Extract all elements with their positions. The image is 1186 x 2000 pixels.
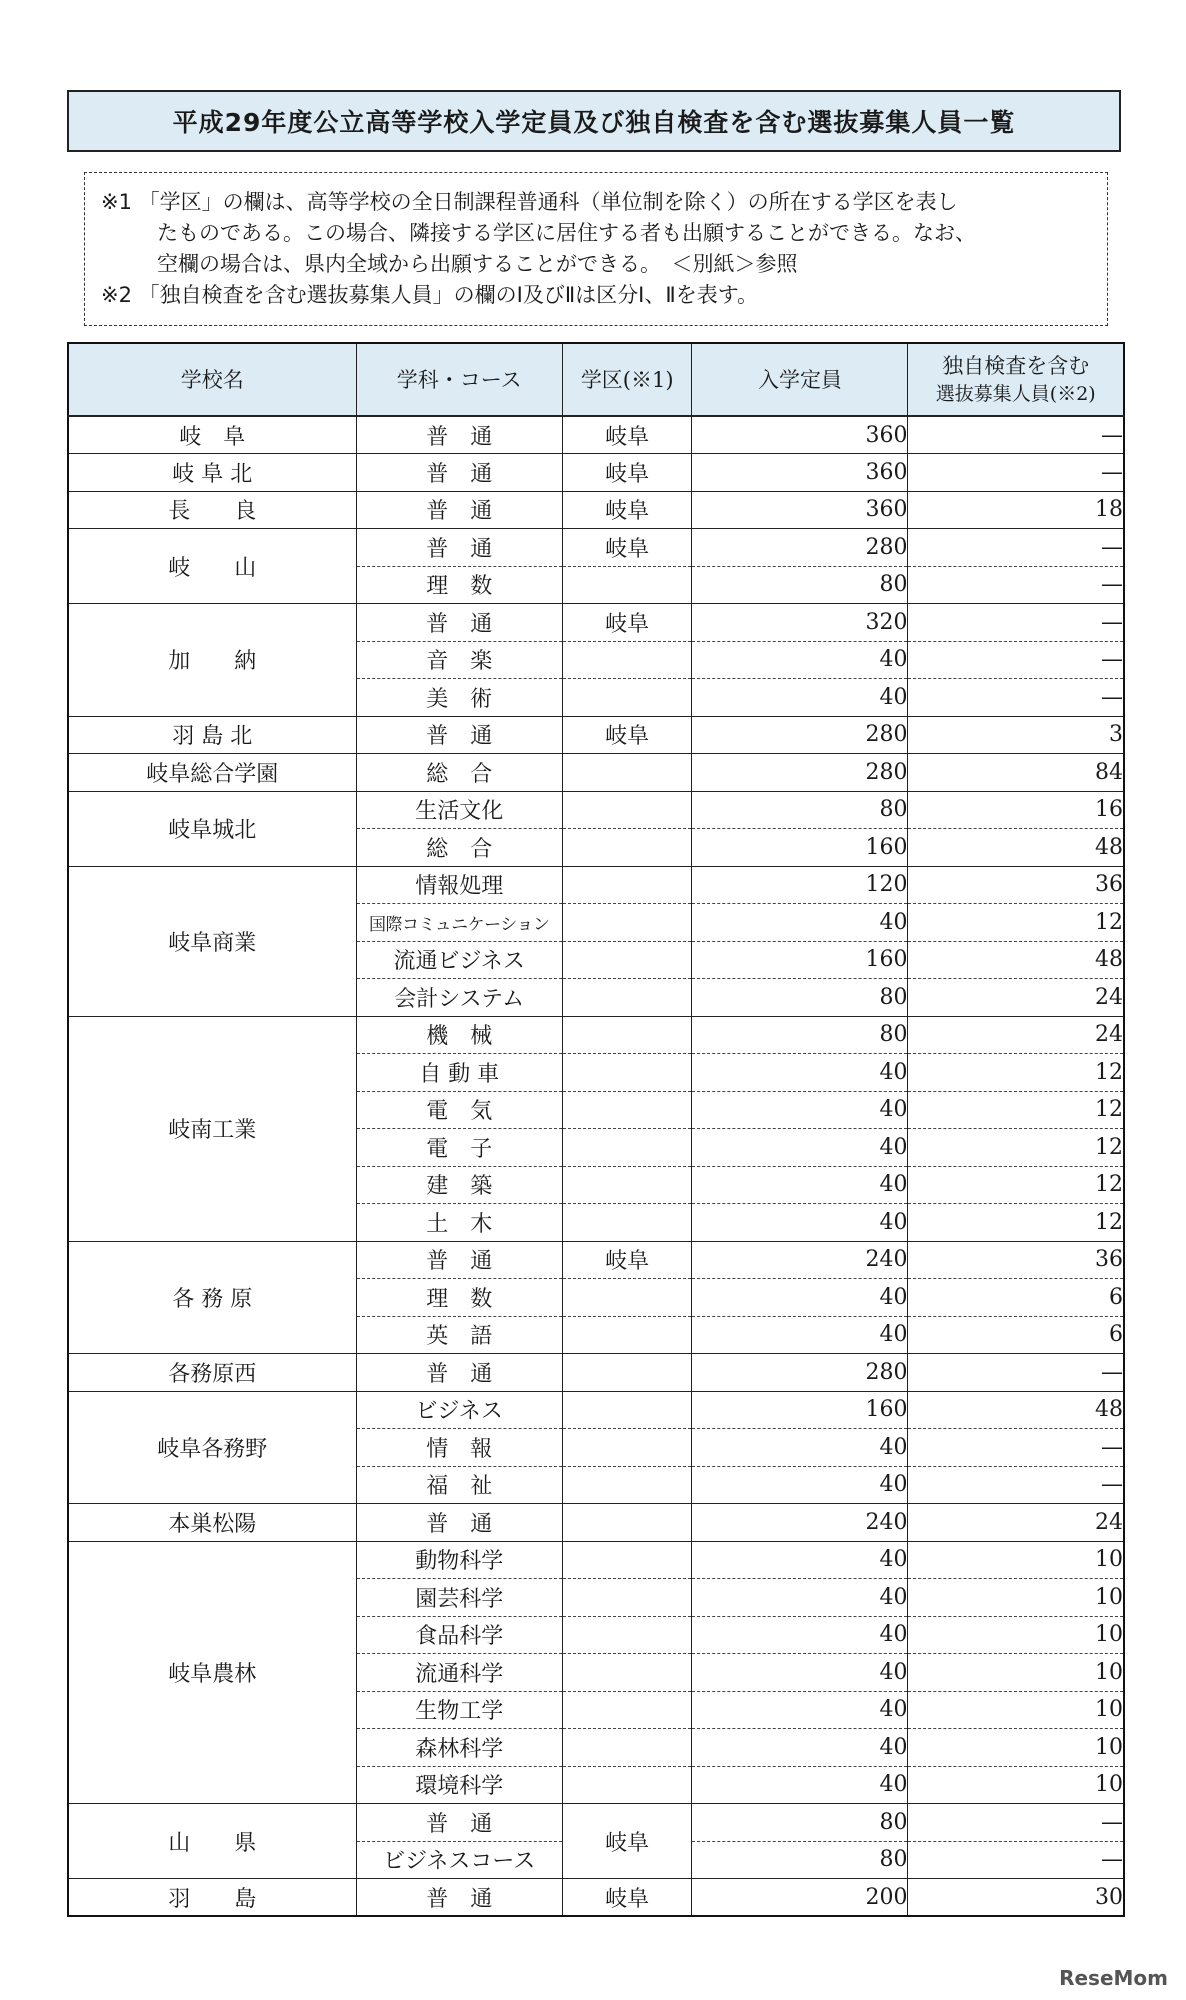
district-cell bbox=[562, 754, 692, 792]
special-quota-cell: 10 bbox=[908, 1766, 1124, 1804]
course-cell: ビジネス bbox=[356, 1391, 562, 1429]
capacity-cell: 160 bbox=[692, 829, 908, 867]
district-cell bbox=[562, 1129, 692, 1167]
capacity-cell: 320 bbox=[692, 604, 908, 642]
capacity-cell: 40 bbox=[692, 679, 908, 717]
district-cell: 岐阜 bbox=[562, 604, 692, 642]
course-cell: 普 通 bbox=[356, 454, 562, 492]
special-quota-cell: — bbox=[908, 679, 1124, 717]
special-quota-cell: — bbox=[908, 1804, 1124, 1842]
table-row bbox=[68, 1504, 1124, 1542]
special-quota-cell: 6 bbox=[908, 1279, 1124, 1317]
special-quota-cell: 10 bbox=[908, 1729, 1124, 1767]
special-quota-cell: — bbox=[908, 529, 1124, 567]
capacity-cell: 40 bbox=[692, 1541, 908, 1579]
school-name-cell: 岐阜城北 bbox=[68, 791, 356, 866]
table-row bbox=[68, 1354, 1124, 1392]
district-cell bbox=[562, 641, 692, 679]
table-row bbox=[68, 716, 1124, 754]
table-row bbox=[68, 1879, 1124, 1917]
capacity-cell: 40 bbox=[692, 1429, 908, 1467]
school-name-cell: 岐南工業 bbox=[68, 1016, 356, 1241]
course-cell: 普 通 bbox=[356, 416, 562, 454]
district-cell bbox=[562, 566, 692, 604]
capacity-cell: 360 bbox=[692, 491, 908, 529]
resemom-logo: ReseMom bbox=[1059, 1966, 1168, 1990]
school-name-cell: 岐阜総合学園 bbox=[68, 754, 356, 792]
school-name-cell: 岐 阜 北 bbox=[68, 454, 356, 492]
notes-box bbox=[84, 172, 1108, 326]
capacity-cell: 40 bbox=[692, 641, 908, 679]
course-cell: 理 数 bbox=[356, 1279, 562, 1317]
table-row bbox=[68, 454, 1124, 492]
capacity-cell: 40 bbox=[692, 1054, 908, 1092]
district-cell bbox=[562, 1279, 692, 1317]
course-cell: 機 械 bbox=[356, 1016, 562, 1054]
special-quota-cell: — bbox=[908, 454, 1124, 492]
district-cell: 岐阜 bbox=[562, 416, 692, 454]
table-row bbox=[68, 604, 1124, 642]
special-quota-cell: 6 bbox=[908, 1316, 1124, 1354]
header-course: 学科・コース bbox=[356, 343, 562, 416]
special-quota-cell: 12 bbox=[908, 1204, 1124, 1242]
course-cell: 流通ビジネス bbox=[356, 941, 562, 979]
capacity-cell: 40 bbox=[692, 904, 908, 942]
special-quota-cell: 48 bbox=[908, 941, 1124, 979]
course-cell: 生活文化 bbox=[356, 791, 562, 829]
special-quota-cell: 24 bbox=[908, 979, 1124, 1017]
table-header-row bbox=[68, 343, 1124, 416]
school-name-cell: 各務原西 bbox=[68, 1354, 356, 1392]
special-quota-cell: 36 bbox=[908, 866, 1124, 904]
district-cell bbox=[562, 1691, 692, 1729]
capacity-cell: 40 bbox=[692, 1316, 908, 1354]
special-quota-cell: 24 bbox=[908, 1016, 1124, 1054]
special-quota-cell: 10 bbox=[908, 1541, 1124, 1579]
capacity-cell: 160 bbox=[692, 941, 908, 979]
special-quota-cell: 12 bbox=[908, 1054, 1124, 1092]
school-name-cell: 岐 阜 bbox=[68, 416, 356, 454]
district-cell: 岐阜 bbox=[562, 454, 692, 492]
capacity-cell: 240 bbox=[692, 1504, 908, 1542]
special-quota-cell: 18 bbox=[908, 491, 1124, 529]
course-cell: 建 築 bbox=[356, 1166, 562, 1204]
special-quota-cell: 30 bbox=[908, 1879, 1124, 1917]
course-cell: 普 通 bbox=[356, 529, 562, 567]
table-row bbox=[68, 1391, 1124, 1429]
page-title: 平成29年度公立高等学校入学定員及び独自検査を含む選抜募集人員一覧 bbox=[67, 90, 1121, 152]
district-cell: 岐阜 bbox=[562, 1879, 692, 1917]
course-cell: 流通科学 bbox=[356, 1654, 562, 1692]
capacity-cell: 160 bbox=[692, 1391, 908, 1429]
course-cell: 普 通 bbox=[356, 491, 562, 529]
capacity-cell: 40 bbox=[692, 1616, 908, 1654]
course-cell: 普 通 bbox=[356, 716, 562, 754]
school-name-cell: 各 務 原 bbox=[68, 1241, 356, 1354]
school-name-cell: 長 良 bbox=[68, 491, 356, 529]
capacity-cell: 80 bbox=[692, 979, 908, 1017]
special-quota-cell: — bbox=[908, 1429, 1124, 1467]
district-cell bbox=[562, 1729, 692, 1767]
special-quota-cell: — bbox=[908, 641, 1124, 679]
district-cell bbox=[562, 1204, 692, 1242]
school-name-cell: 岐阜商業 bbox=[68, 866, 356, 1016]
course-cell: 普 通 bbox=[356, 1879, 562, 1917]
special-quota-cell: — bbox=[908, 1466, 1124, 1504]
course-cell: 普 通 bbox=[356, 1504, 562, 1542]
district-cell bbox=[562, 1354, 692, 1392]
special-quota-cell: 10 bbox=[908, 1579, 1124, 1617]
district-cell bbox=[562, 1766, 692, 1804]
table-row bbox=[68, 754, 1124, 792]
header-special-line2: 選抜募集人員(※2) bbox=[935, 382, 1096, 405]
course-cell: ビジネスコース bbox=[356, 1841, 562, 1879]
table-row bbox=[68, 791, 1124, 829]
district-cell bbox=[562, 1579, 692, 1617]
special-quota-cell: — bbox=[908, 604, 1124, 642]
school-name-cell: 羽 島 北 bbox=[68, 716, 356, 754]
course-cell: 英 語 bbox=[356, 1316, 562, 1354]
capacity-cell: 40 bbox=[692, 1166, 908, 1204]
capacity-cell: 80 bbox=[692, 566, 908, 604]
district-cell bbox=[562, 1091, 692, 1129]
school-name-cell: 岐 山 bbox=[68, 529, 356, 604]
school-name-cell: 加 納 bbox=[68, 604, 356, 717]
capacity-cell: 40 bbox=[692, 1729, 908, 1767]
course-cell: 理 数 bbox=[356, 566, 562, 604]
capacity-cell: 40 bbox=[692, 1091, 908, 1129]
special-quota-cell: 24 bbox=[908, 1504, 1124, 1542]
capacity-cell: 80 bbox=[692, 791, 908, 829]
special-quota-cell: 36 bbox=[908, 1241, 1124, 1279]
school-name-cell: 本巣松陽 bbox=[68, 1504, 356, 1542]
school-name-cell: 山 県 bbox=[68, 1804, 356, 1879]
district-cell bbox=[562, 1616, 692, 1654]
district-cell bbox=[562, 679, 692, 717]
capacity-cell: 40 bbox=[692, 1204, 908, 1242]
capacity-cell: 80 bbox=[692, 1804, 908, 1842]
capacity-cell: 40 bbox=[692, 1691, 908, 1729]
capacity-cell: 40 bbox=[692, 1279, 908, 1317]
district-cell bbox=[562, 791, 692, 829]
special-quota-cell: — bbox=[908, 416, 1124, 454]
capacity-cell: 80 bbox=[692, 1841, 908, 1879]
capacity-cell: 360 bbox=[692, 416, 908, 454]
school-name-cell: 岐阜農林 bbox=[68, 1541, 356, 1804]
course-cell: 普 通 bbox=[356, 1241, 562, 1279]
course-cell: 動物科学 bbox=[356, 1541, 562, 1579]
capacity-cell: 240 bbox=[692, 1241, 908, 1279]
special-quota-cell: 12 bbox=[908, 1129, 1124, 1167]
district-cell bbox=[562, 1391, 692, 1429]
course-cell: 総 合 bbox=[356, 754, 562, 792]
school-name-cell: 羽 島 bbox=[68, 1879, 356, 1917]
district-cell: 岐阜 bbox=[562, 1804, 692, 1879]
district-cell: 岐阜 bbox=[562, 1241, 692, 1279]
course-cell: 土 木 bbox=[356, 1204, 562, 1242]
district-cell bbox=[562, 1466, 692, 1504]
district-cell bbox=[562, 866, 692, 904]
special-quota-cell: 12 bbox=[908, 904, 1124, 942]
district-cell bbox=[562, 979, 692, 1017]
district-cell bbox=[562, 1504, 692, 1542]
capacity-cell: 280 bbox=[692, 754, 908, 792]
special-quota-cell: 10 bbox=[908, 1654, 1124, 1692]
header-district: 学区(※1) bbox=[562, 343, 692, 416]
course-cell: 会計システム bbox=[356, 979, 562, 1017]
special-quota-cell: — bbox=[908, 566, 1124, 604]
district-cell: 岐阜 bbox=[562, 716, 692, 754]
table-row bbox=[68, 866, 1124, 904]
table-row bbox=[68, 1541, 1124, 1579]
note-1: ※1 「学区」の欄は、高等学校の全日制課程普通科（単位制を除く）の所在する学区を表し bbox=[101, 190, 958, 214]
capacity-cell: 40 bbox=[692, 1654, 908, 1692]
district-cell bbox=[562, 829, 692, 867]
note-1-cont-a: たものである。この場合、隣接する学区に居住する者も出願することができる。なお、 bbox=[157, 221, 976, 245]
header-school: 学校名 bbox=[68, 343, 356, 416]
table-row bbox=[68, 1804, 1124, 1842]
admission-table bbox=[67, 342, 1125, 1917]
special-quota-cell: 10 bbox=[908, 1616, 1124, 1654]
course-cell: 総 合 bbox=[356, 829, 562, 867]
course-cell: 普 通 bbox=[356, 1354, 562, 1392]
special-quota-cell: 3 bbox=[908, 716, 1124, 754]
district-cell bbox=[562, 1541, 692, 1579]
special-quota-cell: — bbox=[908, 1354, 1124, 1392]
capacity-cell: 120 bbox=[692, 866, 908, 904]
header-special-line1: 独自検査を含む bbox=[942, 353, 1090, 378]
table-row bbox=[68, 529, 1124, 567]
table-row bbox=[68, 1241, 1124, 1279]
district-cell bbox=[562, 941, 692, 979]
table-row bbox=[68, 1016, 1124, 1054]
district-cell: 岐阜 bbox=[562, 491, 692, 529]
capacity-cell: 360 bbox=[692, 454, 908, 492]
table-row bbox=[68, 491, 1124, 529]
table-row bbox=[68, 416, 1124, 454]
district-cell bbox=[562, 1166, 692, 1204]
course-cell: 食品科学 bbox=[356, 1616, 562, 1654]
special-quota-cell: 84 bbox=[908, 754, 1124, 792]
capacity-cell: 200 bbox=[692, 1879, 908, 1917]
special-quota-cell: 48 bbox=[908, 829, 1124, 867]
course-cell: 環境科学 bbox=[356, 1766, 562, 1804]
course-cell: 情報処理 bbox=[356, 866, 562, 904]
capacity-cell: 280 bbox=[692, 1354, 908, 1392]
capacity-cell: 40 bbox=[692, 1129, 908, 1167]
course-cell: 電 気 bbox=[356, 1091, 562, 1129]
course-cell: 園芸科学 bbox=[356, 1579, 562, 1617]
special-quota-cell: 48 bbox=[908, 1391, 1124, 1429]
course-cell: 情 報 bbox=[356, 1429, 562, 1467]
special-quota-cell: 16 bbox=[908, 791, 1124, 829]
course-cell: 福 祉 bbox=[356, 1466, 562, 1504]
capacity-cell: 280 bbox=[692, 529, 908, 567]
special-quota-cell: 12 bbox=[908, 1166, 1124, 1204]
capacity-cell: 40 bbox=[692, 1766, 908, 1804]
capacity-cell: 280 bbox=[692, 716, 908, 754]
note-2: ※2 「独自検査を含む選抜募集人員」の欄のⅠ及びⅡは区分Ⅰ、Ⅱを表す。 bbox=[101, 283, 759, 307]
district-cell bbox=[562, 1054, 692, 1092]
district-cell bbox=[562, 1429, 692, 1467]
course-cell: 国際コミュニケーション bbox=[356, 904, 562, 942]
special-quota-cell: 12 bbox=[908, 1091, 1124, 1129]
header-special bbox=[908, 343, 1124, 416]
course-cell: 普 通 bbox=[356, 1804, 562, 1842]
school-name-cell: 岐阜各務野 bbox=[68, 1391, 356, 1504]
district-cell bbox=[562, 1654, 692, 1692]
course-cell: 普 通 bbox=[356, 604, 562, 642]
course-cell: 音 楽 bbox=[356, 641, 562, 679]
special-quota-cell: — bbox=[908, 1841, 1124, 1879]
note-1-cont-b: 空欄の場合は、県内全域から出願することができる。 ＜別紙＞参照 bbox=[157, 252, 798, 276]
capacity-cell: 40 bbox=[692, 1579, 908, 1617]
course-cell: 自 動 車 bbox=[356, 1054, 562, 1092]
district-cell bbox=[562, 1016, 692, 1054]
district-cell: 岐阜 bbox=[562, 529, 692, 567]
capacity-cell: 40 bbox=[692, 1466, 908, 1504]
course-cell: 電 子 bbox=[356, 1129, 562, 1167]
course-cell: 美 術 bbox=[356, 679, 562, 717]
capacity-cell: 80 bbox=[692, 1016, 908, 1054]
table-body bbox=[68, 416, 1124, 1916]
district-cell bbox=[562, 904, 692, 942]
course-cell: 生物工学 bbox=[356, 1691, 562, 1729]
special-quota-cell: 10 bbox=[908, 1691, 1124, 1729]
course-cell: 森林科学 bbox=[356, 1729, 562, 1767]
header-capacity: 入学定員 bbox=[692, 343, 908, 416]
district-cell bbox=[562, 1316, 692, 1354]
